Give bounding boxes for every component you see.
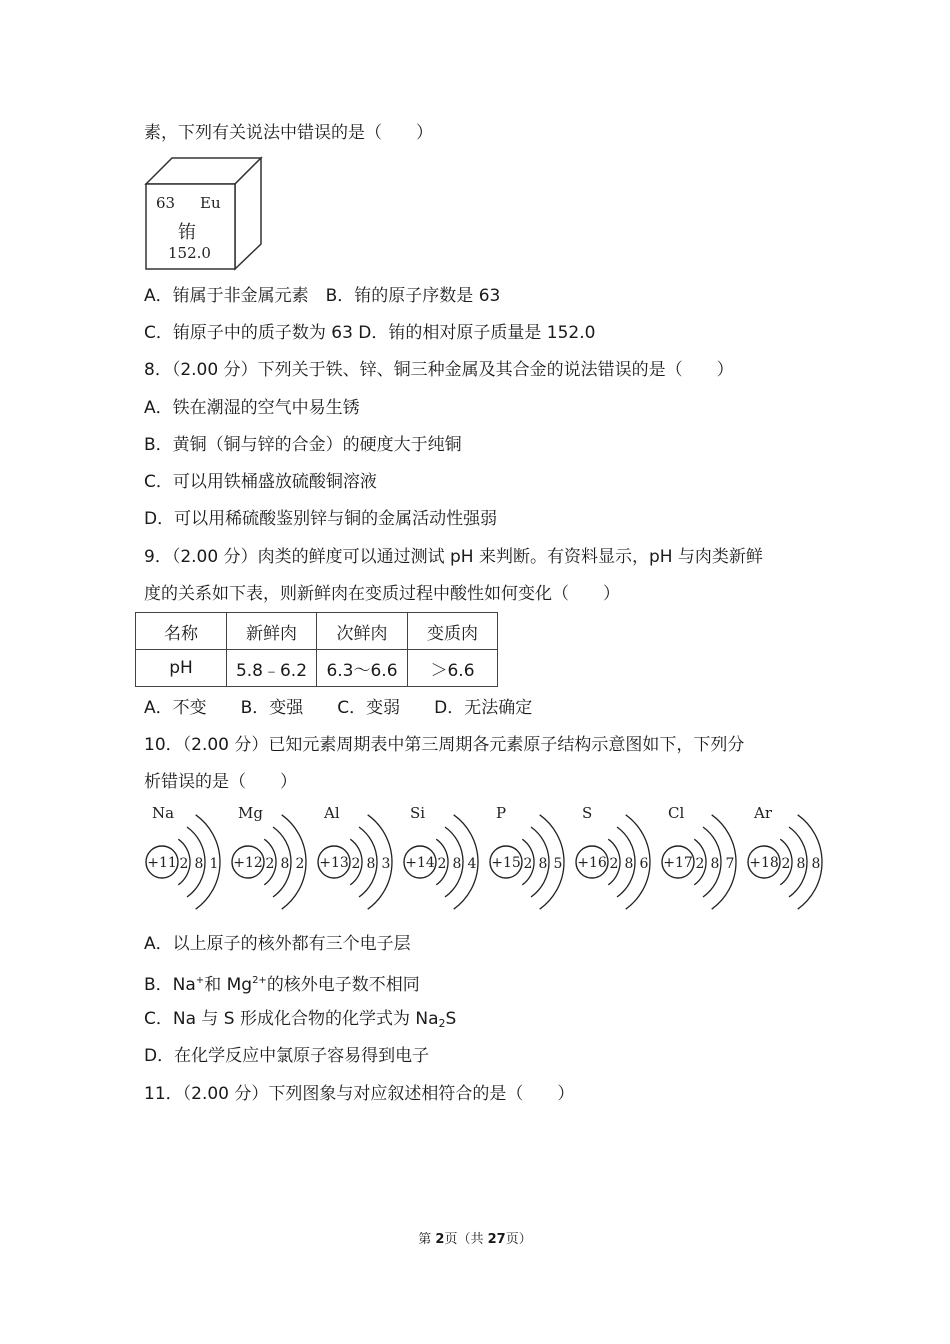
- atom-symbol: Mg: [238, 804, 263, 822]
- q10-b-pre: B．Na: [144, 975, 196, 995]
- q8-option-a: A．铁在潮湿的空气中易生锈: [144, 398, 360, 418]
- table-cell: 变质肉: [408, 613, 498, 650]
- footer-post: 页）: [505, 1232, 532, 1247]
- footer-page: 2: [435, 1232, 445, 1247]
- q8-option-d: D．可以用稀硫酸鉴别锌与铜的金属活动性强弱: [144, 509, 498, 529]
- shell-electron-count: 2: [695, 856, 705, 872]
- shell-electron-count: 8: [811, 856, 821, 872]
- q10-stem-line2: 析错误的是（ ）: [144, 772, 297, 792]
- table-cell: pH: [136, 650, 227, 687]
- shell-electron-count: 8: [710, 856, 720, 872]
- atom-symbol: Na: [152, 804, 175, 822]
- shell-electron-count: 2: [609, 856, 619, 872]
- shell-electron-count: 1: [209, 856, 219, 872]
- element-name: 铕: [178, 222, 196, 243]
- shell-electron-count: 8: [796, 856, 806, 872]
- question-7-stem-end: 素，下列有关说法中错误的是（ ）: [144, 123, 433, 143]
- atom-diagram-na: [146, 804, 220, 909]
- shell-electron-count: 6: [639, 856, 649, 872]
- element-symbol: Eu: [200, 194, 221, 212]
- table-cell: 新鲜肉: [227, 613, 317, 650]
- footer-pre: 第: [418, 1232, 436, 1247]
- atom-symbol: Si: [410, 804, 426, 822]
- page-footer: [0, 1228, 950, 1247]
- shell-electron-count: 2: [351, 856, 361, 872]
- shell-electron-count: 4: [467, 856, 477, 872]
- q9-stem-line1: 9．（2.00 分）肉类的鲜度可以通过测试 pH 来判断。有资料显示，pH 与肉类新鲜: [144, 547, 763, 567]
- nucleus-charge: +11: [147, 855, 177, 871]
- atom-diagram-si: [404, 804, 478, 909]
- nucleus-charge: +16: [577, 855, 607, 871]
- q10-option-b: [144, 970, 420, 996]
- q7-options-cd: C．铕原子中的质子数为 63 D．铕的相对原子质量是 152.0: [144, 323, 596, 343]
- atomic-mass: 152.0: [168, 244, 211, 262]
- shell-electron-count: 3: [381, 856, 391, 872]
- q10-c-post: S: [445, 1009, 457, 1029]
- shell-electron-count: 2: [179, 856, 189, 872]
- q8-option-c: C．可以用铁桶盛放硫酸铜溶液: [144, 472, 377, 492]
- shell-electron-count: 8: [366, 856, 376, 872]
- element-cell-eu: [144, 156, 264, 272]
- shell-electron-count: 8: [452, 856, 462, 872]
- q10-option-a: A．以上原子的核外都有三个电子层: [144, 934, 411, 954]
- q8-option-b: B．黄铜（铜与锌的合金）的硬度大于纯铜: [144, 435, 462, 455]
- atom-diagram-ar: [748, 804, 822, 909]
- q10-option-c: [144, 1008, 456, 1035]
- shell-electron-count: 2: [523, 856, 533, 872]
- table-cell: 次鲜肉: [317, 613, 408, 650]
- atom-diagram-p: [490, 804, 564, 909]
- shell-electron-count: 2: [437, 856, 447, 872]
- table-row: [136, 650, 498, 687]
- footer-total: 27: [487, 1232, 506, 1247]
- nucleus-charge: +14: [405, 855, 435, 871]
- atom-symbol: S: [582, 804, 593, 822]
- shell-electron-count: 2: [265, 856, 275, 872]
- shell-electron-count: 2: [295, 856, 305, 872]
- nucleus-charge: +18: [749, 855, 779, 871]
- q10-b-sup2: 2+: [252, 975, 267, 986]
- table-cell: 6.3～6.6: [317, 650, 408, 687]
- atom-symbol: P: [496, 804, 507, 822]
- atomic-number: 63: [156, 194, 176, 212]
- ph-table: [135, 612, 498, 687]
- shell-electron-count: 8: [624, 856, 634, 872]
- atom-diagram-al: [318, 804, 392, 909]
- atom-diagram-cl: [662, 804, 736, 909]
- nucleus-charge: +12: [233, 855, 263, 871]
- q8-stem: 8．（2.00 分）下列关于铁、锌、铜三种金属及其合金的说法错误的是（ ）: [144, 360, 734, 380]
- q10-b-sup1: +: [195, 975, 205, 986]
- q10-option-d: D．在化学反应中氯原子容易得到电子: [144, 1046, 430, 1066]
- q10-b-mid: 和 Mg: [204, 975, 253, 995]
- footer-mid: 页（共: [444, 1232, 488, 1247]
- shell-electron-count: 7: [725, 856, 735, 872]
- q10-c-sub: 2: [438, 1017, 446, 1030]
- nucleus-charge: +17: [663, 855, 693, 871]
- table-cell: 5.8﹣6.2: [227, 650, 317, 687]
- atomic-structure-diagrams: [140, 798, 840, 920]
- shell-electron-count: 8: [280, 856, 290, 872]
- atom-symbol: Cl: [668, 804, 685, 822]
- atom-symbol: Ar: [754, 804, 773, 822]
- atom-diagram-mg: [232, 804, 306, 909]
- q7-options-ab: A．铕属于非金属元素 B．铕的原子序数是 63: [144, 286, 501, 306]
- shell-electron-count: 8: [194, 856, 204, 872]
- q11-stem: 11．（2.00 分）下列图象与对应叙述相符合的是（ ）: [144, 1084, 575, 1104]
- table-cell: ＞6.6: [408, 650, 498, 687]
- table-header-row: [136, 613, 498, 650]
- atom-symbol: Al: [324, 804, 340, 822]
- q9-options: A．不变 B．变强 C．变弱 D．无法确定: [144, 698, 533, 718]
- q10-c-pre: C．Na 与 S 形成化合物的化学式为 Na: [144, 1009, 439, 1029]
- q10-stem-line1: 10．（2.00 分）已知元素周期表中第三周期各元素原子结构示意图如下，下列分: [144, 735, 745, 755]
- shell-electron-count: 5: [553, 856, 563, 872]
- nucleus-charge: +15: [491, 855, 521, 871]
- q10-b-post: 的核外电子数不相同: [266, 975, 420, 995]
- q9-stem-line2: 度的关系如下表，则新鲜肉在变质过程中酸性如何变化（ ）: [144, 584, 620, 604]
- shell-electron-count: 8: [538, 856, 548, 872]
- nucleus-charge: +13: [319, 855, 349, 871]
- atom-diagram-s: [576, 804, 650, 909]
- table-cell: 名称: [136, 613, 227, 650]
- shell-electron-count: 2: [781, 856, 791, 872]
